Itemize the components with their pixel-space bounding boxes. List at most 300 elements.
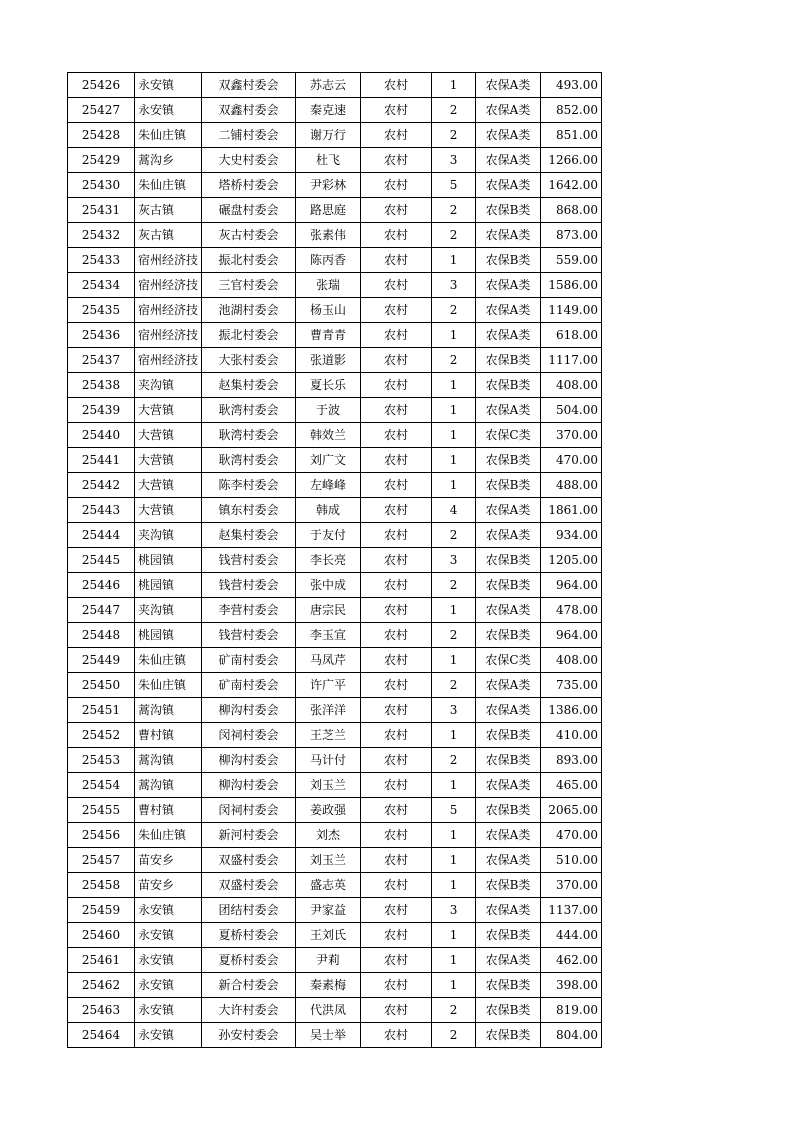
category-cell: 农保B类 — [476, 798, 541, 823]
town-cell: 永安镇 — [135, 948, 202, 973]
household-type-cell: 农村 — [361, 373, 432, 398]
town-cell: 永安镇 — [135, 998, 202, 1023]
count-cell: 1 — [432, 948, 476, 973]
village-committee-cell: 耿湾村委会 — [202, 398, 296, 423]
household-type-cell: 农村 — [361, 98, 432, 123]
town-cell: 永安镇 — [135, 1023, 202, 1048]
amount-cell: 398.00 — [541, 973, 602, 998]
household-type-cell: 农村 — [361, 173, 432, 198]
amount-cell: 408.00 — [541, 373, 602, 398]
village-committee-cell: 柳沟村委会 — [202, 773, 296, 798]
village-committee-cell: 孙安村委会 — [202, 1023, 296, 1048]
table-row — [68, 248, 602, 273]
count-cell: 4 — [432, 498, 476, 523]
household-type-cell: 农村 — [361, 873, 432, 898]
count-cell: 2 — [432, 298, 476, 323]
amount-cell: 1266.00 — [541, 148, 602, 173]
town-cell: 苗安乡 — [135, 873, 202, 898]
record-id-cell: 25450 — [68, 673, 135, 698]
table-row — [68, 848, 602, 873]
table-row — [68, 998, 602, 1023]
category-cell: 农保A类 — [476, 98, 541, 123]
village-committee-cell: 新合村委会 — [202, 973, 296, 998]
record-id-cell: 25452 — [68, 723, 135, 748]
town-cell: 夹沟镇 — [135, 523, 202, 548]
village-committee-cell: 矿南村委会 — [202, 648, 296, 673]
record-id-cell: 25427 — [68, 98, 135, 123]
amount-cell: 934.00 — [541, 523, 602, 548]
count-cell: 1 — [432, 823, 476, 848]
amount-cell: 804.00 — [541, 1023, 602, 1048]
town-cell: 大营镇 — [135, 423, 202, 448]
household-type-cell: 农村 — [361, 398, 432, 423]
record-id-cell: 25454 — [68, 773, 135, 798]
record-id-cell: 25461 — [68, 948, 135, 973]
village-committee-cell: 耿湾村委会 — [202, 423, 296, 448]
record-id-cell: 25448 — [68, 623, 135, 648]
count-cell: 3 — [432, 148, 476, 173]
category-cell: 农保A类 — [476, 123, 541, 148]
amount-cell: 408.00 — [541, 648, 602, 673]
category-cell: 农保B类 — [476, 373, 541, 398]
town-cell: 蒿沟乡 — [135, 148, 202, 173]
name-cell: 于波 — [296, 398, 361, 423]
table-row — [68, 1023, 602, 1048]
record-id-cell: 25431 — [68, 198, 135, 223]
table-row — [68, 123, 602, 148]
table-row — [68, 448, 602, 473]
town-cell: 宿州经济技 — [135, 248, 202, 273]
category-cell: 农保A类 — [476, 598, 541, 623]
village-committee-cell: 赵集村委会 — [202, 523, 296, 548]
category-cell: 农保B类 — [476, 998, 541, 1023]
household-type-cell: 农村 — [361, 123, 432, 148]
count-cell: 1 — [432, 473, 476, 498]
name-cell: 杨玉山 — [296, 298, 361, 323]
category-cell: 农保A类 — [476, 823, 541, 848]
town-cell: 灰古镇 — [135, 198, 202, 223]
table-row — [68, 798, 602, 823]
name-cell: 张道影 — [296, 348, 361, 373]
name-cell: 刘杰 — [296, 823, 361, 848]
table-row — [68, 373, 602, 398]
name-cell: 刘广文 — [296, 448, 361, 473]
amount-cell: 964.00 — [541, 623, 602, 648]
table-row — [68, 648, 602, 673]
household-type-cell: 农村 — [361, 598, 432, 623]
name-cell: 路思庭 — [296, 198, 361, 223]
name-cell: 曹青青 — [296, 323, 361, 348]
record-id-cell: 25435 — [68, 298, 135, 323]
household-type-cell: 农村 — [361, 423, 432, 448]
household-type-cell: 农村 — [361, 473, 432, 498]
table-row — [68, 948, 602, 973]
category-cell: 农保B类 — [476, 473, 541, 498]
household-type-cell: 农村 — [361, 698, 432, 723]
household-type-cell: 农村 — [361, 148, 432, 173]
name-cell: 夏长乐 — [296, 373, 361, 398]
record-id-cell: 25453 — [68, 748, 135, 773]
record-id-cell: 25447 — [68, 598, 135, 623]
table-row — [68, 598, 602, 623]
name-cell: 王刘氏 — [296, 923, 361, 948]
town-cell: 宿州经济技 — [135, 348, 202, 373]
table-row — [68, 473, 602, 498]
village-committee-cell: 双盛村委会 — [202, 848, 296, 873]
amount-cell: 470.00 — [541, 448, 602, 473]
household-type-cell: 农村 — [361, 673, 432, 698]
town-cell: 大营镇 — [135, 448, 202, 473]
village-committee-cell: 三官村委会 — [202, 273, 296, 298]
count-cell: 1 — [432, 73, 476, 98]
amount-cell: 868.00 — [541, 198, 602, 223]
record-id-cell: 25440 — [68, 423, 135, 448]
village-committee-cell: 碾盘村委会 — [202, 198, 296, 223]
village-committee-cell: 陈李村委会 — [202, 473, 296, 498]
village-committee-cell: 双鑫村委会 — [202, 73, 296, 98]
table-row — [68, 573, 602, 598]
amount-cell: 1117.00 — [541, 348, 602, 373]
table-row — [68, 823, 602, 848]
village-committee-cell: 二铺村委会 — [202, 123, 296, 148]
category-cell: 农保B类 — [476, 723, 541, 748]
village-committee-cell: 大许村委会 — [202, 998, 296, 1023]
table-row — [68, 623, 602, 648]
count-cell: 2 — [432, 623, 476, 648]
household-type-cell: 农村 — [361, 998, 432, 1023]
category-cell: 农保A类 — [476, 523, 541, 548]
town-cell: 永安镇 — [135, 73, 202, 98]
name-cell: 代洪凤 — [296, 998, 361, 1023]
count-cell: 1 — [432, 398, 476, 423]
town-cell: 曹村镇 — [135, 723, 202, 748]
household-type-cell: 农村 — [361, 823, 432, 848]
table-row — [68, 398, 602, 423]
name-cell: 许广平 — [296, 673, 361, 698]
name-cell: 张瑞 — [296, 273, 361, 298]
name-cell: 唐宗民 — [296, 598, 361, 623]
table-row — [68, 698, 602, 723]
amount-cell: 735.00 — [541, 673, 602, 698]
town-cell: 宿州经济技 — [135, 298, 202, 323]
table-row — [68, 273, 602, 298]
town-cell: 桃园镇 — [135, 548, 202, 573]
count-cell: 2 — [432, 573, 476, 598]
table-row — [68, 198, 602, 223]
record-id-cell: 25436 — [68, 323, 135, 348]
household-type-cell: 农村 — [361, 623, 432, 648]
count-cell: 2 — [432, 348, 476, 373]
name-cell: 陈丙香 — [296, 248, 361, 273]
record-id-cell: 25428 — [68, 123, 135, 148]
category-cell: 农保A类 — [476, 698, 541, 723]
village-committee-cell: 大史村委会 — [202, 148, 296, 173]
category-cell: 农保A类 — [476, 398, 541, 423]
town-cell: 蒿沟镇 — [135, 698, 202, 723]
town-cell: 永安镇 — [135, 923, 202, 948]
record-id-cell: 25433 — [68, 248, 135, 273]
count-cell: 1 — [432, 448, 476, 473]
town-cell: 朱仙庄镇 — [135, 673, 202, 698]
village-committee-cell: 团结村委会 — [202, 898, 296, 923]
amount-cell: 893.00 — [541, 748, 602, 773]
amount-cell: 370.00 — [541, 423, 602, 448]
record-id-cell: 25426 — [68, 73, 135, 98]
amount-cell: 964.00 — [541, 573, 602, 598]
record-id-cell: 25462 — [68, 973, 135, 998]
village-committee-cell: 闵祠村委会 — [202, 723, 296, 748]
table-row — [68, 148, 602, 173]
amount-cell: 462.00 — [541, 948, 602, 973]
household-type-cell: 农村 — [361, 948, 432, 973]
town-cell: 灰古镇 — [135, 223, 202, 248]
name-cell: 刘玉兰 — [296, 848, 361, 873]
household-type-cell: 农村 — [361, 648, 432, 673]
household-type-cell: 农村 — [361, 323, 432, 348]
amount-cell: 852.00 — [541, 98, 602, 123]
town-cell: 夹沟镇 — [135, 373, 202, 398]
count-cell: 1 — [432, 973, 476, 998]
village-committee-cell: 双盛村委会 — [202, 873, 296, 898]
record-id-cell: 25451 — [68, 698, 135, 723]
count-cell: 2 — [432, 198, 476, 223]
amount-cell: 470.00 — [541, 823, 602, 848]
village-committee-cell: 双鑫村委会 — [202, 98, 296, 123]
town-cell: 朱仙庄镇 — [135, 173, 202, 198]
category-cell: 农保B类 — [476, 748, 541, 773]
table-row — [68, 973, 602, 998]
category-cell: 农保A类 — [476, 323, 541, 348]
table-row — [68, 898, 602, 923]
village-committee-cell: 耿湾村委会 — [202, 448, 296, 473]
town-cell: 桃园镇 — [135, 623, 202, 648]
household-type-cell: 农村 — [361, 73, 432, 98]
amount-cell: 873.00 — [541, 223, 602, 248]
record-id-cell: 25439 — [68, 398, 135, 423]
household-type-cell: 农村 — [361, 198, 432, 223]
household-type-cell: 农村 — [361, 723, 432, 748]
count-cell: 2 — [432, 98, 476, 123]
record-id-cell: 25437 — [68, 348, 135, 373]
name-cell: 杜飞 — [296, 148, 361, 173]
name-cell: 尹家益 — [296, 898, 361, 923]
amount-cell: 1205.00 — [541, 548, 602, 573]
category-cell: 农保B类 — [476, 873, 541, 898]
count-cell: 1 — [432, 923, 476, 948]
table-row — [68, 348, 602, 373]
record-id-cell: 25460 — [68, 923, 135, 948]
table-row — [68, 423, 602, 448]
record-id-cell: 25445 — [68, 548, 135, 573]
name-cell: 马凤芹 — [296, 648, 361, 673]
household-type-cell: 农村 — [361, 1023, 432, 1048]
village-committee-cell: 新河村委会 — [202, 823, 296, 848]
category-cell: 农保B类 — [476, 1023, 541, 1048]
town-cell: 蒿沟镇 — [135, 773, 202, 798]
amount-cell: 559.00 — [541, 248, 602, 273]
category-cell: 农保B类 — [476, 973, 541, 998]
town-cell: 朱仙庄镇 — [135, 123, 202, 148]
table-row — [68, 98, 602, 123]
household-type-cell: 农村 — [361, 748, 432, 773]
count-cell: 1 — [432, 873, 476, 898]
amount-cell: 488.00 — [541, 473, 602, 498]
category-cell: 农保C类 — [476, 648, 541, 673]
name-cell: 盛志英 — [296, 873, 361, 898]
record-id-cell: 25464 — [68, 1023, 135, 1048]
town-cell: 大营镇 — [135, 498, 202, 523]
count-cell: 2 — [432, 523, 476, 548]
name-cell: 左峰峰 — [296, 473, 361, 498]
record-id-cell: 25434 — [68, 273, 135, 298]
town-cell: 曹村镇 — [135, 798, 202, 823]
name-cell: 李玉宣 — [296, 623, 361, 648]
name-cell: 姜政强 — [296, 798, 361, 823]
table-row — [68, 548, 602, 573]
town-cell: 桃园镇 — [135, 573, 202, 598]
household-type-cell: 农村 — [361, 773, 432, 798]
village-committee-cell: 矿南村委会 — [202, 673, 296, 698]
amount-cell: 493.00 — [541, 73, 602, 98]
amount-cell: 370.00 — [541, 873, 602, 898]
town-cell: 大营镇 — [135, 398, 202, 423]
category-cell: 农保B类 — [476, 248, 541, 273]
record-id-cell: 25449 — [68, 648, 135, 673]
category-cell: 农保A类 — [476, 948, 541, 973]
village-committee-cell: 大张村委会 — [202, 348, 296, 373]
household-type-cell: 农村 — [361, 573, 432, 598]
amount-cell: 1861.00 — [541, 498, 602, 523]
category-cell: 农保A类 — [476, 848, 541, 873]
village-committee-cell: 振北村委会 — [202, 323, 296, 348]
table-row — [68, 773, 602, 798]
category-cell: 农保A类 — [476, 73, 541, 98]
amount-cell: 1149.00 — [541, 298, 602, 323]
town-cell: 朱仙庄镇 — [135, 823, 202, 848]
amount-cell: 1586.00 — [541, 273, 602, 298]
count-cell: 2 — [432, 223, 476, 248]
table-row — [68, 498, 602, 523]
record-id-cell: 25446 — [68, 573, 135, 598]
amount-cell: 478.00 — [541, 598, 602, 623]
count-cell: 5 — [432, 798, 476, 823]
village-committee-cell: 塔桥村委会 — [202, 173, 296, 198]
count-cell: 3 — [432, 698, 476, 723]
count-cell: 2 — [432, 123, 476, 148]
household-type-cell: 农村 — [361, 898, 432, 923]
household-type-cell: 农村 — [361, 523, 432, 548]
name-cell: 韩效兰 — [296, 423, 361, 448]
amount-cell: 504.00 — [541, 398, 602, 423]
village-committee-cell: 李营村委会 — [202, 598, 296, 623]
category-cell: 农保A类 — [476, 898, 541, 923]
category-cell: 农保A类 — [476, 298, 541, 323]
name-cell: 马计付 — [296, 748, 361, 773]
amount-cell: 410.00 — [541, 723, 602, 748]
table-row — [68, 173, 602, 198]
name-cell: 秦素梅 — [296, 973, 361, 998]
amount-cell: 1642.00 — [541, 173, 602, 198]
household-type-cell: 农村 — [361, 848, 432, 873]
table-row — [68, 873, 602, 898]
table-row — [68, 73, 602, 98]
name-cell: 王芝兰 — [296, 723, 361, 748]
village-committee-cell: 镇东村委会 — [202, 498, 296, 523]
name-cell: 苏志云 — [296, 73, 361, 98]
amount-cell: 465.00 — [541, 773, 602, 798]
name-cell: 吴士举 — [296, 1023, 361, 1048]
village-committee-cell: 柳沟村委会 — [202, 748, 296, 773]
record-id-cell: 25429 — [68, 148, 135, 173]
table-row — [68, 723, 602, 748]
record-id-cell: 25456 — [68, 823, 135, 848]
category-cell: 农保A类 — [476, 273, 541, 298]
town-cell: 宿州经济技 — [135, 273, 202, 298]
town-cell: 宿州经济技 — [135, 323, 202, 348]
household-type-cell: 农村 — [361, 298, 432, 323]
household-type-cell: 农村 — [361, 223, 432, 248]
name-cell: 韩成 — [296, 498, 361, 523]
household-type-cell: 农村 — [361, 248, 432, 273]
category-cell: 农保B类 — [476, 573, 541, 598]
town-cell: 永安镇 — [135, 898, 202, 923]
count-cell: 3 — [432, 898, 476, 923]
household-type-cell: 农村 — [361, 498, 432, 523]
count-cell: 1 — [432, 248, 476, 273]
household-type-cell: 农村 — [361, 973, 432, 998]
table-row — [68, 673, 602, 698]
category-cell: 农保B类 — [476, 348, 541, 373]
count-cell: 2 — [432, 1023, 476, 1048]
record-id-cell: 25438 — [68, 373, 135, 398]
town-cell: 永安镇 — [135, 973, 202, 998]
village-committee-cell: 灰古村委会 — [202, 223, 296, 248]
table-row — [68, 923, 602, 948]
name-cell: 李长亮 — [296, 548, 361, 573]
count-cell: 1 — [432, 723, 476, 748]
records-table — [67, 72, 602, 1048]
village-committee-cell: 柳沟村委会 — [202, 698, 296, 723]
record-id-cell: 25463 — [68, 998, 135, 1023]
category-cell: 农保A类 — [476, 773, 541, 798]
record-id-cell: 25455 — [68, 798, 135, 823]
count-cell: 1 — [432, 373, 476, 398]
table-row — [68, 323, 602, 348]
household-type-cell: 农村 — [361, 798, 432, 823]
name-cell: 谢万行 — [296, 123, 361, 148]
village-committee-cell: 池湖村委会 — [202, 298, 296, 323]
record-id-cell: 25441 — [68, 448, 135, 473]
count-cell: 5 — [432, 173, 476, 198]
amount-cell: 510.00 — [541, 848, 602, 873]
amount-cell: 444.00 — [541, 923, 602, 948]
count-cell: 2 — [432, 673, 476, 698]
count-cell: 1 — [432, 773, 476, 798]
amount-cell: 1386.00 — [541, 698, 602, 723]
table-row — [68, 223, 602, 248]
category-cell: 农保C类 — [476, 423, 541, 448]
amount-cell: 2065.00 — [541, 798, 602, 823]
category-cell: 农保B类 — [476, 623, 541, 648]
household-type-cell: 农村 — [361, 923, 432, 948]
name-cell: 张素伟 — [296, 223, 361, 248]
town-cell: 蒿沟镇 — [135, 748, 202, 773]
village-committee-cell: 夏桥村委会 — [202, 923, 296, 948]
table-row — [68, 748, 602, 773]
count-cell: 3 — [432, 273, 476, 298]
town-cell: 苗安乡 — [135, 848, 202, 873]
household-type-cell: 农村 — [361, 448, 432, 473]
